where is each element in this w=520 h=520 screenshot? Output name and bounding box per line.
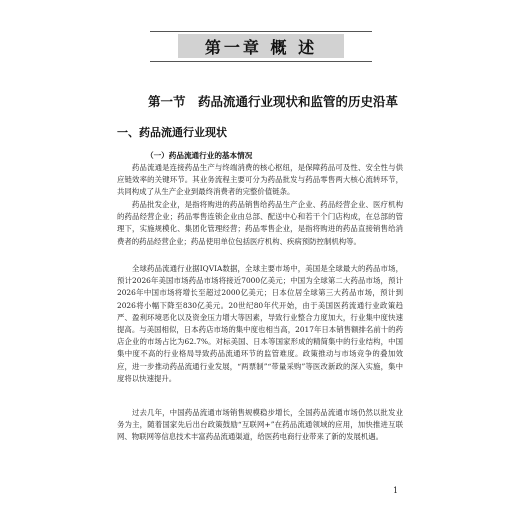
page-number: 1	[393, 486, 399, 495]
chapter-rule-top	[150, 31, 372, 32]
chapter-title: 第一章 概 述	[204, 37, 318, 57]
section-title: 第一节 药品流通行业现状和监管的历史沿革	[148, 94, 399, 109]
chapter-banner	[178, 34, 344, 58]
body-paragraph: 过去几年，中国药品流通市场销售规模稳步增长，全国药品流通市场仍然以批发业务为主，随着国家先后出台政策鼓励“互联网+”在药品流通领域的应用，加快推进互联网、物联网等信息技术丰富药品流通渠道，给医药电商行业带来了新的发展机遇。	[117, 408, 403, 442]
chapter-rule-bottom	[150, 61, 372, 62]
subsection-title: 一、药品流通行业现状	[117, 126, 227, 139]
minor-heading: （一）药品流通行业的基本情况	[146, 151, 253, 160]
body-paragraph: 药品批发企业，是指将购进的药品销售给药品生产企业、药品经营企业、医疗机构的药品经营企业；药品零售连锁企业由总部、配送中心和若干个门店构成，在总部的管理下，实施规模化、集团化管理经营；药品零售企业，是指将购进的药品直接销售给消费者的药品经营企业；药品使用单位包括医疗机构、疾病预防控制机构等。	[117, 200, 403, 246]
body-paragraph: 药品流通是连接药品生产与终端消费的核心枢纽，是保障药品可及性、安全性与供应链效率的关键环节。其业务流程主要可分为药品批发与药品零售两大核心流转环节，共同构成了从生产企业到最终消费者的完整价值链条。	[117, 163, 403, 197]
body-paragraph: 全球药品流通行业据IQVIA数据，全球主要市场中，美国是全球最大的药品市场，预计2026年美国市场药品市场将接近7000亿美元；中国为全球第二大药品市场，预计2026年中国市场将增长至超过2000亿美元；日本位居全球第三大药品市场，预计到2026将小幅下降至830亿美元。20世纪80年代开始，由于美国医药流通行业政策趋严、盈利环境恶化以及资金压力增大等因素，导致行业整合力度加大，行业集中度快速提高。与美国相似，日本药店市场的集中度也相当高，2017年日本销售额排名前十的药店企业的市场占比为62.7%。对标美国、日本等国家形成的精简集中的行业结构，中国集中度不高的行业格局导致药品流通环节的监管难度。政策推动与市场竞争的叠加效应，进一步推动药品流通行业发展，“两票制”“带量采购”等医改新政的深入实施，集中度将以快速提升。	[117, 264, 403, 383]
